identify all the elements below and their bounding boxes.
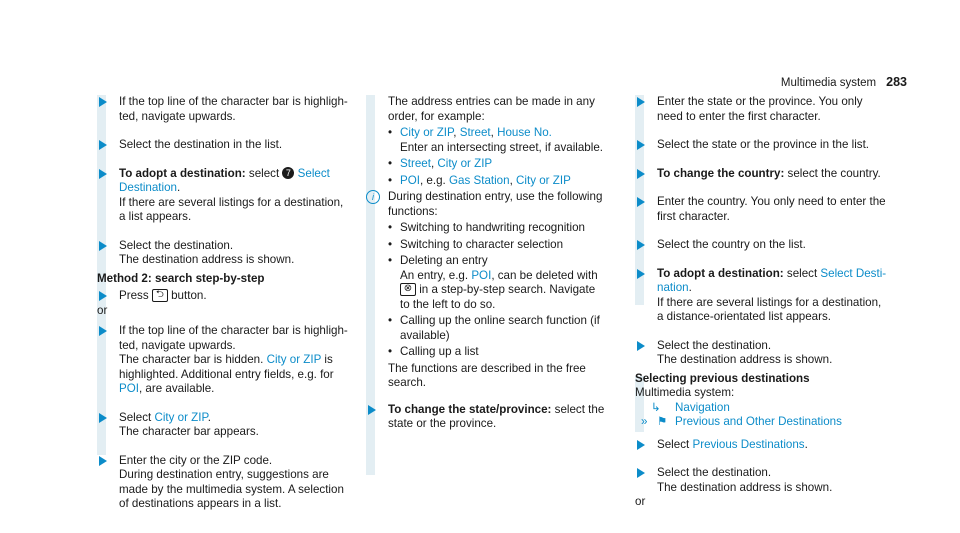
step-lead: To adopt a destination: [119, 166, 246, 180]
body-text: The address entries can be made in any [388, 95, 595, 108]
page-number: 283 [886, 75, 907, 89]
menu-link: Navigation [675, 400, 730, 414]
menu-link: Gas Station [449, 173, 510, 187]
list-item [388, 254, 628, 312]
step-text: If there are several listings for a destination, [657, 295, 882, 309]
step-text: The character bar appears. [119, 425, 259, 438]
body-text: order, for example: [388, 109, 485, 123]
step-text-part: . [804, 437, 808, 451]
step [97, 138, 359, 153]
submenu-arrow-icon: ↳ [651, 400, 661, 414]
step-text [119, 181, 359, 196]
step [635, 167, 897, 182]
step-arrow-icon [637, 440, 645, 450]
step-text [119, 411, 359, 426]
step-lead: To change the state/province: [388, 402, 552, 416]
list-item [388, 157, 628, 172]
step [635, 138, 897, 153]
menu-link: Select [297, 166, 330, 180]
step-arrow-icon [99, 326, 107, 336]
info-text: search. [388, 376, 427, 389]
step-text [119, 353, 359, 368]
menu-link: City or ZIP [154, 410, 208, 424]
menu-link: Previous Destinations [692, 437, 805, 451]
step-text-part: select the [551, 402, 605, 416]
step [635, 466, 897, 495]
flag-icon: ⚑ [657, 415, 668, 428]
menu-link: Street [459, 126, 491, 139]
step-text: ted, navigate upwards. [119, 338, 236, 352]
step [97, 167, 359, 225]
step-text [657, 267, 897, 282]
delete-key-icon: ⊗ [400, 283, 416, 296]
step [97, 95, 359, 124]
step-text [657, 281, 897, 296]
menu-link: POI [471, 268, 492, 282]
info-text: functions: [388, 204, 438, 218]
step-text: highlighted. Additional entry fields, e.g. for [119, 367, 334, 381]
step-text: Select the destination. [119, 238, 234, 252]
step-text: The destination address is shown. [657, 480, 833, 494]
step-arrow-icon [637, 341, 645, 351]
number-badge: 7 [282, 167, 294, 179]
menu-link: Destination [119, 181, 178, 194]
step-text: a list appears. [119, 210, 192, 223]
step-arrow-icon [99, 291, 107, 301]
list-item: • Switching to handwriting recognition [388, 221, 628, 236]
step-text: Select the destination. [657, 338, 772, 352]
menu-link: Select Desti- [820, 266, 887, 280]
step-lead: To adopt a destination: [657, 266, 784, 280]
text-part: , [430, 157, 438, 170]
step-arrow-icon [637, 468, 645, 478]
step-text: Select the state or the province in the list. [657, 138, 870, 151]
text-part: , [490, 126, 498, 139]
step-arrow-icon [99, 413, 107, 423]
list-item: • Switching to character selection [388, 238, 628, 253]
or-label: or [635, 495, 646, 508]
section-title: Multimedia system [780, 77, 877, 89]
step-text: Enter the state or the province. You only [657, 95, 863, 108]
or-label: or [97, 303, 108, 317]
step-arrow-icon [368, 405, 376, 415]
step-text: If the top line of the character bar is highligh- [119, 324, 348, 337]
step-text: Select the country on the list. [657, 238, 806, 251]
text-part: , [509, 173, 517, 187]
step-text-part: Select [657, 437, 690, 451]
step [635, 438, 897, 453]
address-entries [366, 95, 628, 188]
step-text: If the top line of the character bar is highligh- [119, 95, 348, 108]
step-text-part: , are available. [138, 382, 215, 395]
menu-path-label: Multimedia system: [635, 386, 735, 399]
step-arrow-icon [637, 197, 645, 207]
step-text-part: is [324, 353, 333, 366]
menu-link: City or ZIP [400, 126, 454, 139]
step-arrow-icon [99, 140, 107, 150]
section-heading: Selecting previous destinations [635, 371, 810, 385]
step-text-part: select [245, 166, 283, 180]
step-arrow-icon [637, 269, 645, 279]
text-part: Deleting an entry [400, 254, 488, 267]
list-item [388, 174, 628, 189]
text-part: Calling up the online search function (if [400, 314, 600, 327]
list-item: • Calling up a list [388, 345, 628, 360]
menu-link: Street [400, 157, 431, 170]
step-text: a distance-orientated list appears. [657, 310, 832, 323]
step-text: need to enter the first character. [657, 109, 821, 123]
step-arrow-icon [637, 169, 645, 179]
step-text [119, 289, 359, 304]
text-part: , e.g. [419, 173, 449, 187]
step [635, 95, 897, 124]
function-list [388, 221, 628, 360]
text-part: in a step-by-step search. Navigate [419, 283, 596, 296]
step-text [657, 167, 897, 182]
step-text [388, 403, 628, 418]
column-1 [97, 95, 359, 526]
step [635, 339, 897, 368]
info-note [366, 190, 628, 391]
step-text: The destination address is shown. [119, 253, 295, 266]
step-text [119, 167, 359, 182]
page-header [781, 75, 907, 91]
step-arrow-icon [99, 97, 107, 107]
step [635, 238, 897, 253]
step-text: made by the multimedia system. A selection [119, 482, 344, 496]
example-list [388, 126, 628, 188]
step-text-part: button. [171, 289, 207, 302]
step [97, 289, 359, 304]
step-arrow-icon [99, 241, 107, 251]
step-text: first character. [657, 209, 730, 223]
step [97, 324, 359, 397]
step-text: Enter the city or the ZIP code. [119, 453, 273, 467]
step-text-part: . [207, 410, 211, 424]
list-item [388, 126, 628, 155]
step-text [119, 382, 359, 397]
menu-link: City or ZIP [437, 157, 493, 170]
step-text: state or the province. [388, 417, 497, 430]
column-2 [366, 95, 628, 446]
text-part: An entry, e.g. [400, 268, 472, 282]
method-heading: Method 2: search step-by-step [97, 271, 265, 285]
menu-link: Previous and Other Destinations [675, 415, 842, 428]
step-text: During destination entry, suggestions are [119, 468, 329, 481]
step-arrow-icon [637, 140, 645, 150]
step-arrow-icon [99, 169, 107, 179]
text-part: available) [400, 328, 450, 342]
menu-link: POI [119, 382, 139, 395]
step-text-part: select [783, 266, 821, 280]
text-part: to the left to do so. [400, 297, 496, 311]
back-key-icon: ⮌ [152, 289, 168, 302]
step-arrow-icon [637, 97, 645, 107]
text-part: , [453, 126, 460, 139]
info-text: The functions are described in the free [388, 361, 586, 375]
menu-link: nation [657, 281, 689, 294]
double-chevron-icon: » [641, 415, 648, 428]
step-text-part: . [688, 281, 692, 294]
step [97, 454, 359, 512]
step-text-part: Select [119, 410, 152, 424]
info-icon: i [366, 190, 380, 204]
step [635, 195, 897, 224]
step-text: If there are several listings for a destination, [119, 195, 344, 209]
step-text-part: The character bar is hidden. [119, 353, 264, 366]
text-part: , can be deleted with [491, 268, 598, 282]
step-text-part: Press [119, 289, 149, 302]
text-part: Enter an intersecting street, if available. [400, 140, 603, 154]
menu-path-navigation [635, 401, 897, 416]
step-text: ted, navigate upwards. [119, 109, 236, 123]
step-arrow-icon [637, 240, 645, 250]
step-lead: To change the country: [657, 166, 785, 180]
step-text [657, 438, 897, 453]
column-3 [635, 95, 897, 510]
step-text: Select the destination. [657, 466, 772, 479]
step-text: Select the destination in the list. [119, 138, 283, 151]
menu-link: POI [400, 173, 420, 187]
info-text: During destination entry, use the following [388, 190, 603, 203]
step-text-part: select the country. [784, 166, 881, 180]
list-item [388, 314, 628, 343]
menu-link: City or ZIP [516, 173, 571, 187]
step-text: The destination address is shown. [657, 353, 833, 366]
step-text: Enter the country. You only need to enter the [657, 195, 886, 208]
step-arrow-icon [99, 456, 107, 466]
step [97, 411, 359, 440]
step [97, 239, 359, 268]
step-text-part: . [177, 181, 181, 194]
step [366, 403, 628, 432]
step-text: of destinations appears in a list. [119, 497, 282, 510]
menu-link: House No. [497, 126, 552, 139]
menu-path-previous [635, 415, 897, 430]
step [635, 267, 897, 325]
menu-link: City or ZIP [266, 353, 322, 366]
